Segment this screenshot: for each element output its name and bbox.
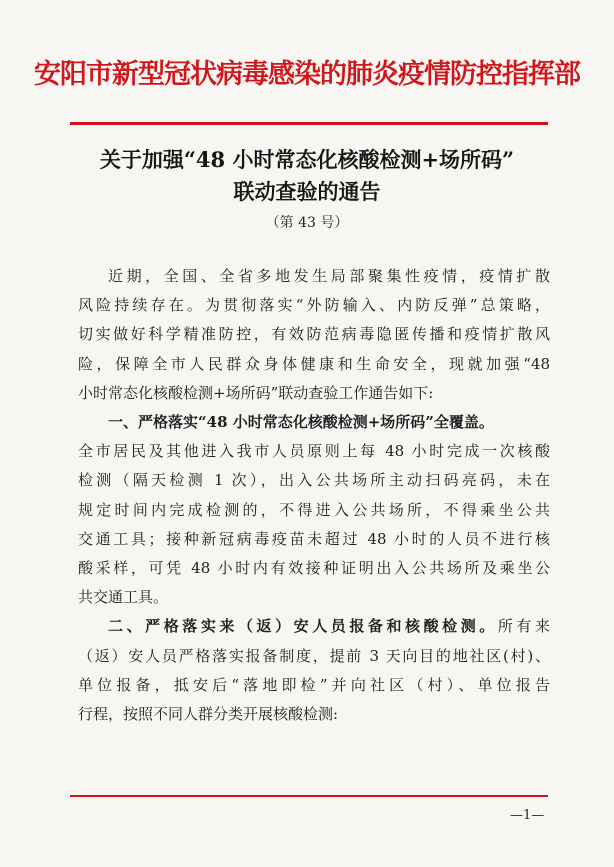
issuing-authority-header: 安阳市新型冠状病毒感染的肺炎疫情防控指挥部 <box>34 59 580 90</box>
notice-title-line-1: 关于加强“48 小时常态化核酸检测+场所码” <box>99 147 515 172</box>
page-number: —1— <box>510 808 545 823</box>
footer-red-rule <box>70 795 548 797</box>
section2-line: （返）安人员严格落实报备制度，提前 3 天向目的地社区(村)、 <box>78 646 550 665</box>
header-red-rule <box>70 122 548 125</box>
section1-line: 共交通工具。 <box>78 588 169 607</box>
para1-line: 风险持续存在。为贯彻落实“外防输入、内防反弹”总策略， <box>78 296 550 315</box>
section2-heading-tail: 所有来 <box>497 617 550 636</box>
section1-line: 全市居民及其他进入我市人员原则上每 48 小时完成一次核酸 <box>78 442 550 461</box>
section1-line: 交通工具；接种新冠病毒疫苗未超过 48 小时的人员不进行核 <box>78 529 550 548</box>
para1-line: 小时常态化核酸检测+场所码”联动查验工作通告如下: <box>78 383 434 402</box>
para1-line: 切实做好科学精准防控，有效防范病毒隐匿传播和疫情扩散风 <box>78 325 550 344</box>
notice-body <box>78 262 550 729</box>
section2-heading: 二、严格落实来（返）安人员报备和核酸检测。 <box>108 617 498 636</box>
section2-line: 单位报备，抵安后“落地即检”并向社区（村）、单位报告 <box>78 675 550 694</box>
para1-line: 近期，全国、全省多地发生局部聚集性疫情，疫情扩散 <box>108 267 550 285</box>
notice-title-line-2: 联动查验的通告 <box>233 179 381 204</box>
section1-line: 规定时间内完成检测的，不得进入公共场所，不得乘坐公共 <box>78 500 550 519</box>
section2-heading-line <box>78 612 550 641</box>
document-number: （第 43 号） <box>265 215 349 231</box>
para1-line: 险，保障全市人民群众身体健康和生命安全，现就加强“48 <box>78 354 550 373</box>
section1-heading: 一、严格落实“48 小时常态化核酸检测+场所码”全覆盖。 <box>108 413 494 432</box>
section1-line: 酸采样，可凭 48 小时内有效接种证明出入公共场所及乘坐公 <box>78 559 550 578</box>
section2-line: 行程，按照不同人群分类开展核酸检测: <box>78 705 339 724</box>
section1-line: 检测（隔天检测 1 次），出入公共场所主动扫码亮码，未在 <box>78 471 550 490</box>
